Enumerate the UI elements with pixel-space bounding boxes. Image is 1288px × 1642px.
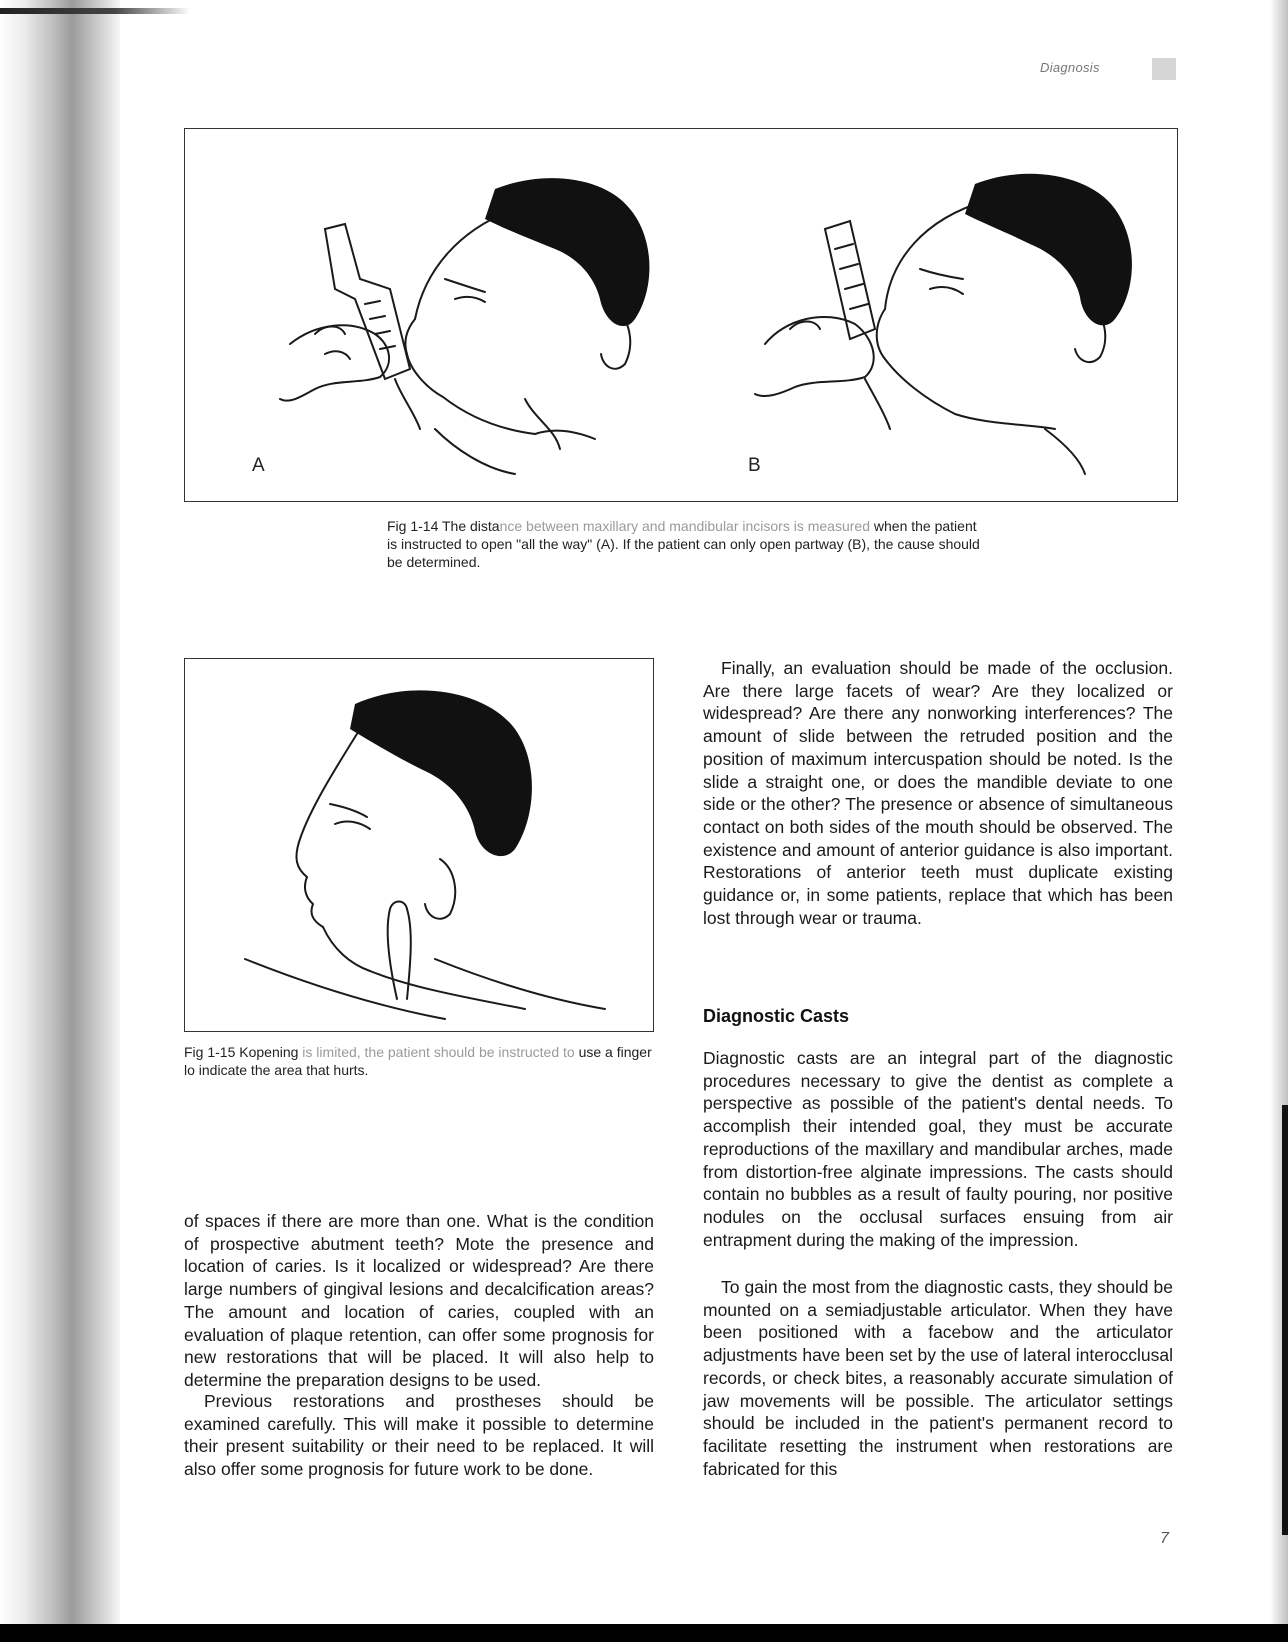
panel-a-label: A (252, 455, 265, 476)
running-head-tab (1152, 58, 1176, 80)
caption-14-part-1: Fig 1-14 The dista (387, 518, 500, 534)
figure-1-14-caption (387, 517, 982, 571)
page-number: 7 (1160, 1530, 1169, 1547)
paragraph-previous-restorations-text: Previous restorations and prostheses should be examined carefully. This will make it possible to determine their present suitability or their need to be replaced. It will also offer some prognosis for future work to be done. (184, 1391, 654, 1480)
figure-1-15-caption (184, 1043, 654, 1079)
running-head: Diagnosis (1040, 60, 1100, 75)
caption-14-part-2: nce between maxillary and mandibular incisors is measured (499, 518, 870, 534)
paragraph-abutment-text: of spaces if there are more than one. What is the condition of prospective abutment teeth? Mote the presence and location of caries. Is it localized or widespread? Are there large numbers of gingival lesions and decalcification areas? The amount and location of caries, coupled with an evaluation of plaque retention, can offer some prognosis for new restorations that will be placed. It will also help to determine the preparation designs to be used. (184, 1211, 654, 1390)
book-spine-shadow (0, 0, 120, 1642)
scan-edge-mark (0, 8, 190, 14)
paragraph-previous-restorations (184, 1390, 654, 1481)
paragraph-occlusion-text: Finally, an evaluation should be made of the occlusion. Are there large facets of wear? Are they localized or widespread? Are there any nonworking interferences? The amount of slide between the retruded position and the position of maximum intercuspation should be noted. Is the slide a straight one, or does the mandible deviate to one side or the other? The presence or absence of simultaneous contact on both sides of the mouth should be observed. The existence and amount of anterior guidance is also important. Restorations of anterior teeth must duplicate existing guidance or, in some patients, replace that which has been lost through wear or trauma. (703, 658, 1173, 928)
paragraph-casts-2 (703, 1276, 1173, 1480)
section-heading-diagnostic-casts: Diagnostic Casts (703, 1006, 850, 1026)
caption-14-part-3: when the patient is instructed to open "all the way" (A). If the patient can only open partway (B), the cause should be determined. (387, 518, 980, 570)
figure-1-15-illustration (185, 659, 653, 1031)
scan-bottom-edge (0, 1624, 1288, 1642)
paragraph-occlusion (703, 657, 1173, 929)
caption-15-part-2: is limited, the patient should be instructed to (298, 1044, 575, 1060)
paragraph-abutment (184, 1210, 654, 1392)
caption-15-part-3: use a finger lo indicate the area that hurts. (184, 1044, 652, 1078)
figure-1-15 (184, 658, 654, 1032)
page-right-strip (1282, 1105, 1288, 1535)
paragraph-casts-1-text: Diagnostic casts are an integral part of the diagnostic procedures necessary to give the dentist as complete a perspective as possible of the patient's dental needs. To accomplish their intended goal, they must be accurate reproductions of the maxillary and mandibular arches, made from distortion-free alginate impressions. The casts should contain no bubbles as a result of faulty pouring, nor positive nodules on the occlusal surfaces ensuing from air entrapment during the making of the impression. (703, 1048, 1173, 1250)
panel-b-label: B (748, 455, 761, 476)
figure-1-14 (184, 128, 1178, 502)
paragraph-casts-1 (703, 1047, 1173, 1251)
paragraph-casts-2-text: To gain the most from the diagnostic casts, they should be mounted on a semiadjustable articulator. When they have been positioned with a facebow and the articulator adjustments have been set by the use of lateral interocclusal records, or check bites, a reasonably accurate simulation of jaw movements will be possible. The articulator settings should be included in the patient's permanent record to facilitate resetting the instrument when restorations are fabricated for this (703, 1277, 1173, 1479)
figure-1-14-illustration (185, 129, 1177, 501)
caption-15-part-1: Fig 1-15 Kopening (184, 1044, 299, 1060)
